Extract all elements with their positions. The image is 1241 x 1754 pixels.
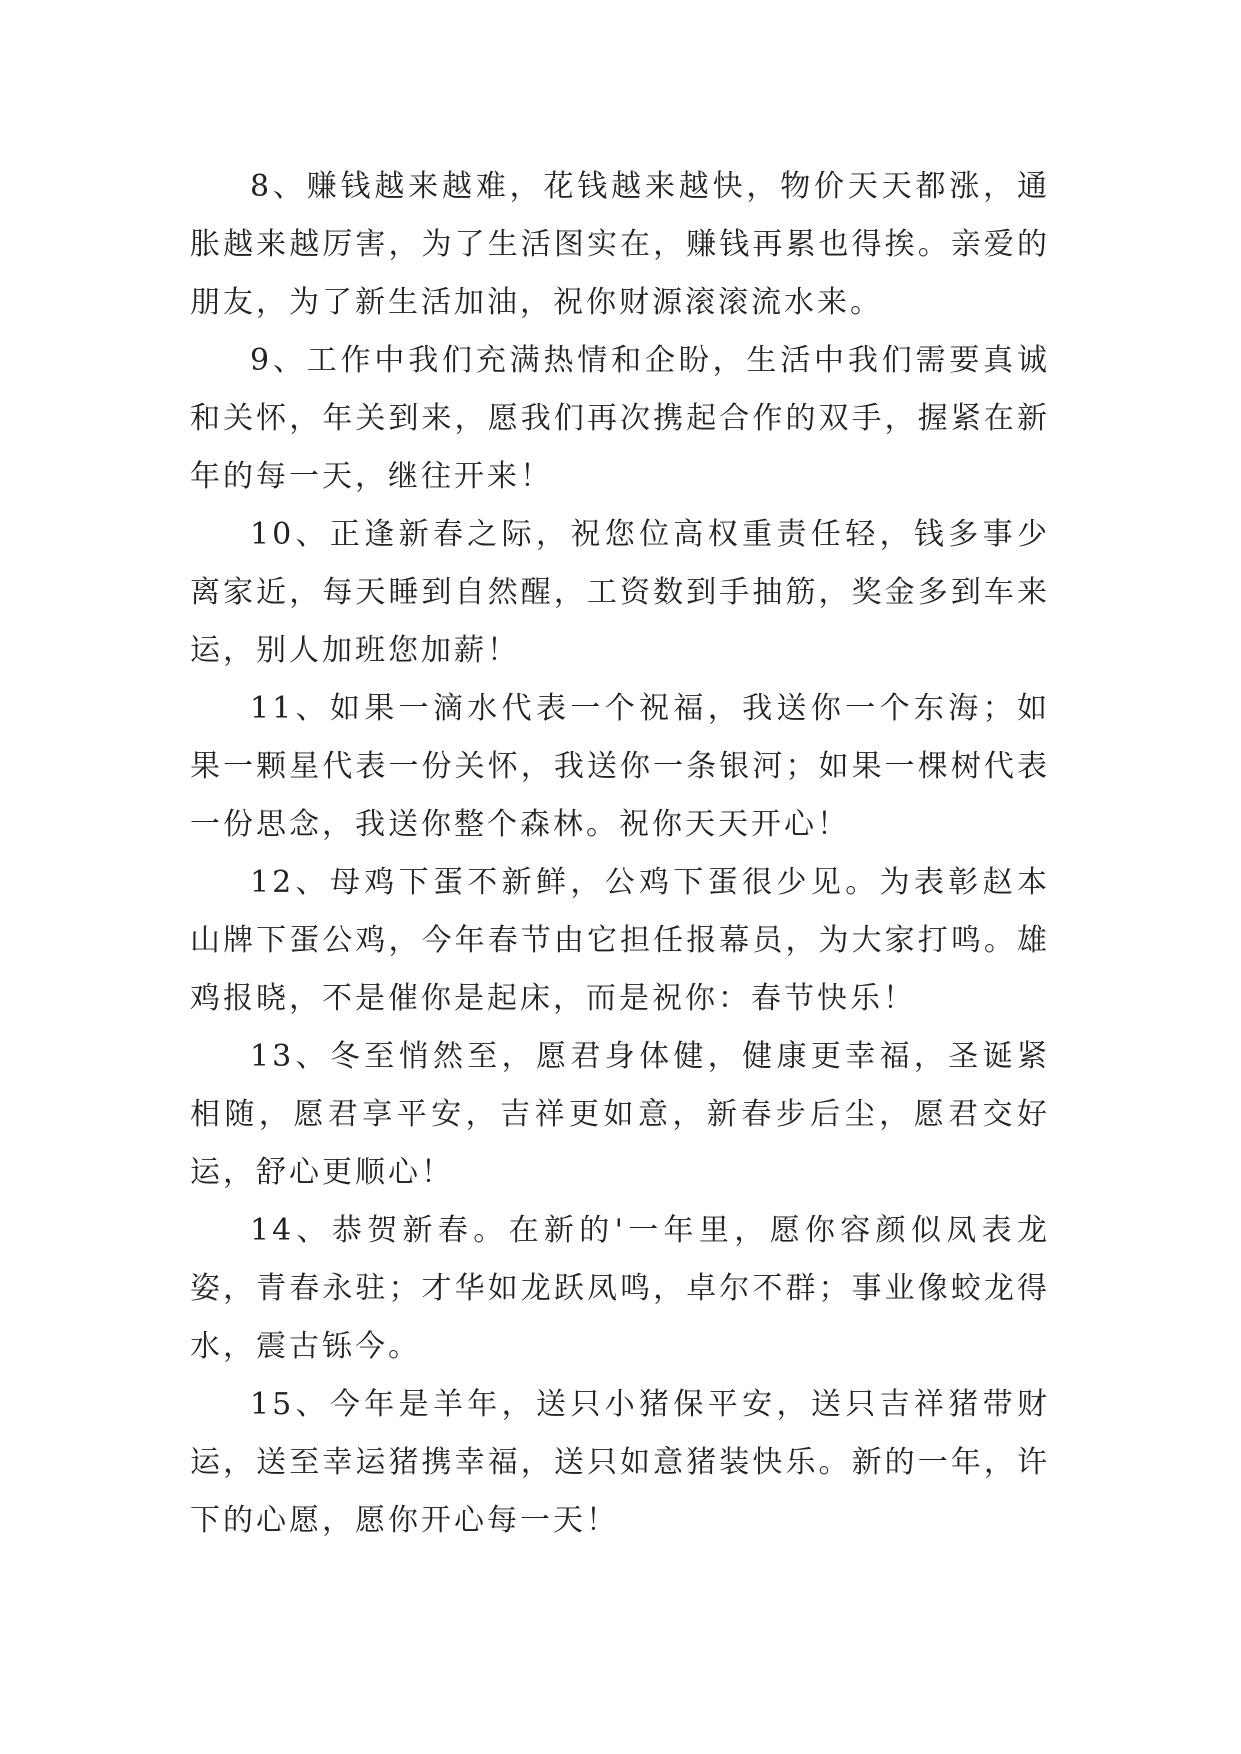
paragraph-12: 12、母鸡下蛋不新鲜，公鸡下蛋很少见。为表彰赵本山牌下蛋公鸡，今年春节由它担任报幕员，为大家打鸣。雄鸡报晓，不是催你是起床，而是祝你：春节快乐！: [190, 865, 1050, 1016]
paragraph-15: 15、今年是羊年，送只小猪保平安，送只吉祥猪带财运，送至幸运猪携幸福，送只如意猪装快乐。新的一年，许下的心愿，愿你开心每一天！: [190, 1387, 1050, 1538]
document-body: [190, 158, 1050, 1550]
paragraph-13: 13、冬至悄然至，愿君身体健，健康更幸福，圣诞紧相随，愿君享平安，吉祥更如意，新春步后尘，愿君交好运，舒心更顺心！: [190, 1039, 1050, 1190]
paragraph-11: 11、如果一滴水代表一个祝福，我送你一个东海；如果一颗星代表一份关怀，我送你一条银河；如果一棵树代表一份思念，我送你整个森林。祝你天天开心！: [190, 691, 1050, 842]
paragraph-8: 8、赚钱越来越难，花钱越来越快，物价天天都涨，通胀越来越厉害，为了生活图实在，赚钱再累也得挨。亲爱的朋友，为了新生活加油，祝你财源滚滚流水来。: [190, 169, 1050, 320]
paragraph-10: 10、正逢新春之际，祝您位高权重责任轻，钱多事少离家近，每天睡到自然醒，工资数到手抽筋，奖金多到车来运，别人加班您加薪！: [190, 517, 1050, 668]
paragraph-9: 9、工作中我们充满热情和企盼，生活中我们需要真诚和关怀，年关到来，愿我们再次携起合作的双手，握紧在新年的每一天，继往开来！: [190, 343, 1050, 494]
paragraph-14: 14、恭贺新春。在新的'一年里，愿你容颜似凤表龙姿，青春永驻；才华如龙跃凤鸣，卓尔不群；事业像蛟龙得水，震古铄今。: [190, 1213, 1050, 1364]
